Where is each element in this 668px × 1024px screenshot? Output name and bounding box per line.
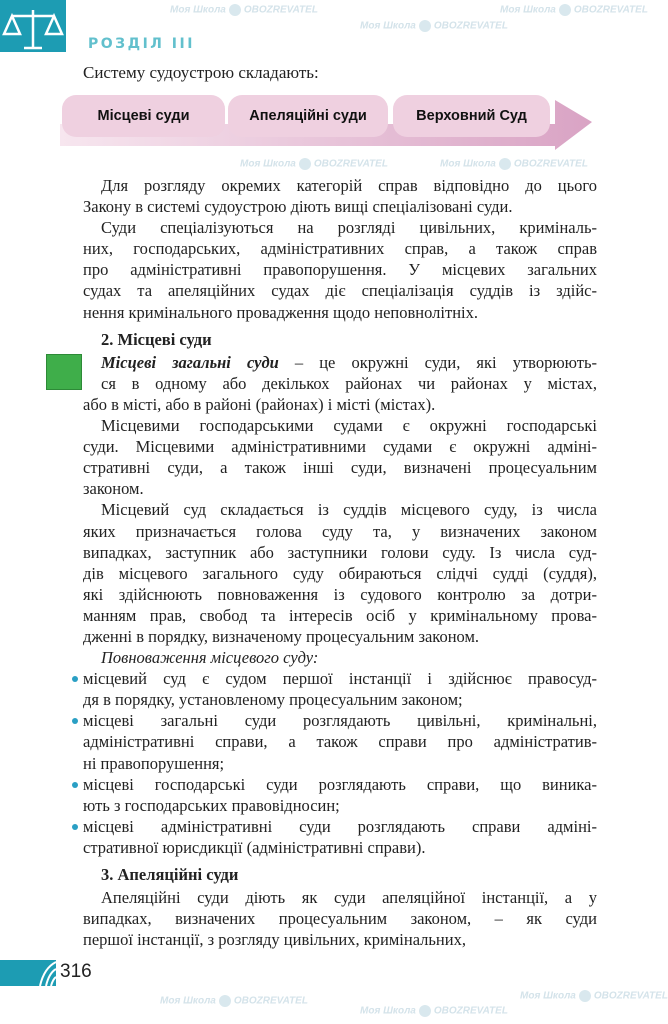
- definition-text: – це окружні суди, які утворюють-: [278, 352, 597, 372]
- text-line: судах та апеляційних судах діє спеціалізація суддів із здійс-: [83, 281, 597, 301]
- text-line: законом.: [83, 479, 144, 499]
- paragraph: [83, 887, 597, 950]
- text-line: першої інстанції, з розгляду цивільних, кримінальних,: [83, 930, 466, 950]
- term: Місцеві загальні суди: [101, 352, 279, 372]
- diagram-box-local-courts: Місцеві суди: [62, 95, 225, 137]
- text-line: дя в порядку, установленому процесуальним законом;: [83, 690, 463, 710]
- text-line: манням прав, свобод та інтересів осіб у кримінальному прова-: [83, 605, 597, 625]
- diagram-box-supreme-court: Верховний Суд: [393, 95, 550, 137]
- watermark: Моя Школа OBOZREVATEL: [360, 1005, 508, 1017]
- paragraph: [83, 175, 597, 217]
- watermark: Моя Школа OBOZREVATEL: [360, 20, 508, 32]
- text-line: дів місцевого загального суду обираються слідчі судді (суддя),: [83, 563, 597, 583]
- definition: [83, 352, 597, 415]
- watermark: Моя Школа OBOZREVATEL: [440, 158, 588, 170]
- paragraph: [83, 415, 597, 499]
- list-item: [83, 774, 597, 816]
- text-line: них, господарських, адміністративних справ, а також справ: [83, 239, 597, 259]
- text-line: випадках, визначених процесуальним законом, – як суди: [83, 909, 597, 929]
- text-line: яких призначається голова суду та, у визначених законом: [83, 521, 597, 541]
- text-line: Для розгляду окремих категорій справ відповідно до цього: [101, 176, 597, 195]
- list-item: [83, 816, 597, 858]
- watermark: Моя Школа OBOZREVATEL: [500, 4, 648, 16]
- watermark: Моя Школа OBOZREVATEL: [520, 990, 668, 1002]
- bullet-icon: [72, 718, 78, 724]
- section-label: РОЗДІЛ III: [88, 36, 195, 52]
- text-line: Місцевий суд складається із суддів місцевого суду, із числа: [101, 500, 597, 520]
- intro-text: Систему судоустрою складають:: [83, 63, 319, 82]
- court-system-diagram: [60, 92, 595, 158]
- text-line: суди. Місцевими адміністративними судами є окружні адміні-: [83, 437, 597, 457]
- text-line: місцеві загальні суди розглядають цивільні, кримінальні,: [83, 711, 597, 731]
- text-line: нення кримінального провадження щодо неповнолітніх.: [83, 302, 478, 322]
- text-line: стративні суди, а також інші суди, визначені процесуальним: [83, 458, 597, 478]
- bullet-icon: [72, 676, 78, 682]
- section-heading: 2. Місцеві суди: [101, 329, 212, 349]
- footer-wave-icon: [0, 960, 56, 986]
- text-line: стративної юрисдикції (адміністративні справи).: [83, 837, 426, 857]
- paragraph: [83, 499, 597, 647]
- text-line: Місцевими господарськими судами є окружні господарські: [101, 416, 597, 436]
- text-line: місцеві адміністративні суди розглядають справи адміні-: [83, 816, 597, 836]
- diagram-box-appeal-courts: Апеляційні суди: [228, 95, 388, 137]
- text-line: [83, 352, 597, 373]
- text-line: Апеляційні суди діють як суди апеляційної інстанції, а у: [101, 888, 597, 908]
- body-text: [83, 175, 597, 950]
- text-line: випадках, заступник або заступники голови суду. Із числа суд-: [83, 542, 597, 562]
- watermark: Моя Школа OBOZREVATEL: [160, 995, 308, 1007]
- text-line: місцеві господарські суди розглядають справи, що виника-: [83, 774, 597, 794]
- watermark: Моя Школа OBOZREVATEL: [240, 158, 388, 170]
- text-line: адміністративні справи, а також справи про адміністратив-: [83, 732, 597, 752]
- list-item: [83, 710, 597, 773]
- text-line: місцевий суд є судом першої інстанції і здійснює правосуд-: [83, 669, 597, 689]
- text-line: які здійснюють повноваження із судового контролю за дотри-: [83, 584, 597, 604]
- text-line: Суди спеціалізуються на розгляді цивільних, криміналь-: [101, 218, 597, 238]
- text-line: або в місті, або в районі (районах) і місті (містах).: [83, 394, 436, 414]
- text-line: дженні в порядку, визначеному процесуальним законом.: [83, 626, 480, 646]
- text-line: ся в одному або декількох районах чи районах у містах,: [101, 373, 597, 393]
- section-heading: 3. Апеляційні суди: [101, 865, 239, 884]
- court-building-icon: [46, 354, 82, 390]
- list-item: [83, 668, 597, 710]
- text-line: ні правопорушення;: [83, 753, 225, 773]
- text-line: ють з господарських правовідносин;: [83, 795, 340, 815]
- text-line: про адміністративні правопорушення. У місцевих загальних: [83, 260, 597, 280]
- bullet-icon: [72, 782, 78, 788]
- page-number: 316: [60, 961, 92, 982]
- scales-of-justice-icon: [0, 0, 66, 52]
- watermark: Моя Школа OBOZREVATEL: [170, 4, 318, 16]
- bullet-icon: [72, 824, 78, 830]
- list-heading: Повноваження місцевого суду:: [101, 648, 319, 668]
- paragraph: [83, 217, 597, 322]
- text-line: Закону в системі судоустрою діють вищі спеціалізовані суди.: [83, 197, 513, 217]
